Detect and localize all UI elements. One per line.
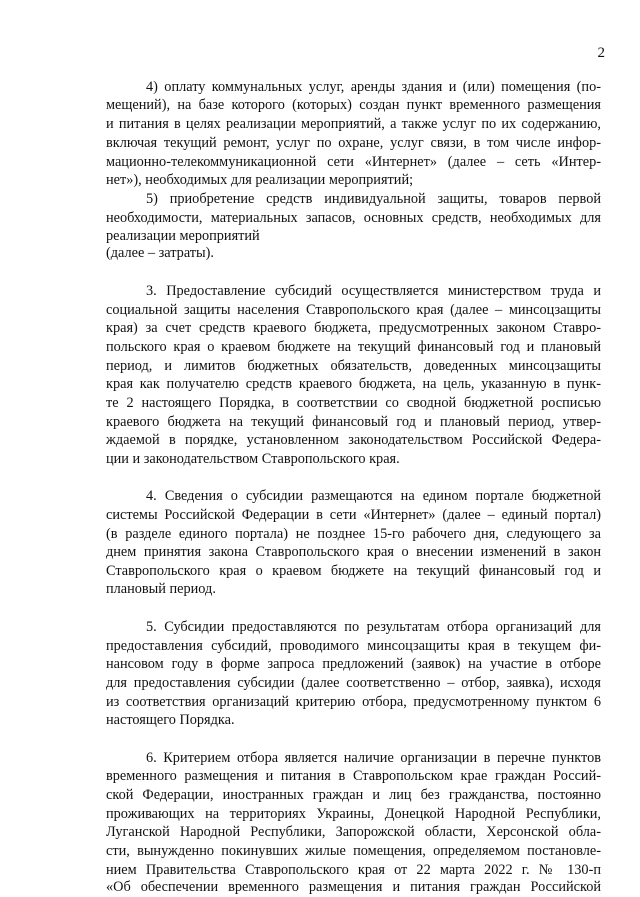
page-number: 2 (597, 45, 605, 61)
text-line: «Об обеспечении временного размещения и питания граждан Российской (106, 879, 601, 895)
text-line: 3. Предоставление субсидий осуществляется министерством труда и (146, 283, 601, 299)
text-line: мещений), на базе которого (которых) создан пункт временного размещения (106, 97, 601, 113)
text-line: настоящего Порядка. (106, 712, 235, 728)
text-line: сти, вынужденно покинувших жилые помещения, определяемом постановле- (106, 843, 601, 859)
text-line: Ставропольского края о краевом бюджете на текущий финансовый год и (106, 563, 601, 579)
text-line: 5) приобретение средств индивидуальной защиты, товаров первой (146, 191, 601, 207)
text-line: социальной защиты населения Ставропольского края (далее – минсоцзащиты (106, 302, 601, 318)
text-line: Луганской Народной Республики, Запорожской области, Херсонской обла- (106, 824, 601, 840)
text-line: ждаемой в порядке, установленном законодательством Российской Федера- (106, 432, 601, 448)
text-line: нансовом году в форме запроса предложений (заявок) на участие в отборе (106, 656, 601, 672)
text-line: и питания в целях реализации мероприятий, а также услуг по их содержанию, (106, 116, 601, 132)
text-line: 5. Субсидии предоставляются по результатам отбора организаций для (146, 619, 601, 635)
text-line: (далее – затраты). (106, 245, 214, 261)
text-line: 6. Критерием отбора является наличие организации в перечне пунктов (146, 750, 601, 766)
text-line: 4. Сведения о субсидии размещаются на едином портале бюджетной (146, 488, 601, 504)
text-line: для предоставления субсидии (далее соответственно – отбор, заявка), исходя (106, 675, 601, 691)
text-line: края как получателю средств краевого бюджета, на цель, указанную в пунк- (106, 376, 601, 392)
text-line: плановый период. (106, 581, 216, 597)
text-line: системы Российской Федерации в сети «Интернет» (далее – единый портал) (106, 507, 601, 523)
text-line: проживающих на территориях Украины, Донецкой Народной Республики, (106, 806, 601, 822)
text-line: предоставления субсидий, проводимого минсоцзащиты края в текущем фи- (106, 638, 601, 654)
text-line: мационно-телекоммуникационной сети «Интернет» (далее – сеть «Интер- (106, 154, 601, 170)
text-line: краевого бюджета на текущий финансовый год и плановый период, утвер- (106, 414, 601, 430)
text-line: днем принятия закона Ставропольского края о внесении изменений в закон (106, 544, 601, 560)
text-line: реализации мероприятий (106, 228, 260, 244)
text-line: из соответствия организаций критерию отбора, предусмотренному пунктом 6 (106, 694, 601, 710)
text-line: временного размещения и питания в Ставропольском крае граждан Россий- (106, 768, 601, 784)
text-line: ции и законодательством Ставропольского края. (106, 451, 400, 467)
text-line: (в разделе единого портала) не позднее 15-го рабочего дня, следующего за (106, 526, 601, 542)
text-line: края) за счет средств краевого бюджета, предусмотренных законом Ставро- (106, 320, 601, 336)
text-line: период, и лимитов бюджетных обязательств, доведенных минсоцзащиты (106, 358, 601, 374)
text-line: нием Правительства Ставропольского края от 22 марта 2022 г. № 130-п (106, 862, 601, 878)
text-line: 4) оплату коммунальных услуг, аренды здания и (или) помещения (по- (146, 79, 601, 95)
text-line: те 2 настоящего Порядка, в соответствии со сводной бюджетной росписью (106, 395, 601, 411)
text-line: необходимости, материальных запасов, основных средств, необходимых для (106, 210, 601, 226)
text-line: польского края о краевом бюджете на текущий финансовый год и плановый (106, 339, 601, 355)
text-line: ской Федерации, иностранных граждан и лиц без гражданства, постоянно (106, 787, 601, 803)
text-line: нет»), необходимых для реализации мероприятий; (106, 172, 414, 188)
text-line: включая текущий ремонт, услуг по охране, услуг связи, в том числе инфор- (106, 135, 601, 151)
